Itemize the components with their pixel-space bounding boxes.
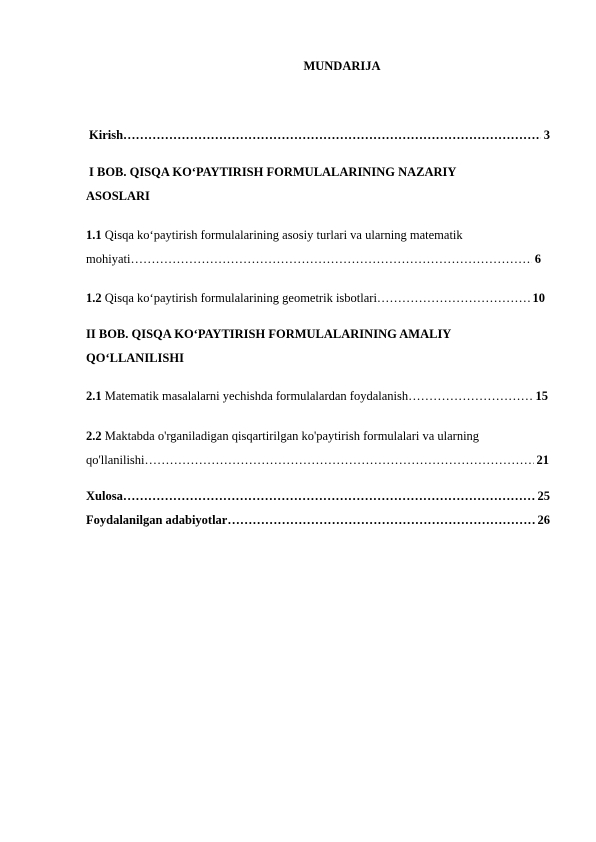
section-number: 1.1 (86, 228, 102, 242)
section-number: 2.1 (86, 389, 102, 403)
dot-leader (123, 484, 535, 508)
toc-page-number: 25 (537, 489, 550, 503)
dot-leader (130, 247, 531, 271)
toc-entry-intro (86, 123, 550, 147)
toc-chapter-1 (86, 160, 550, 208)
dot-leader (227, 508, 534, 532)
section-title-line2: mohiyati (86, 252, 131, 266)
toc-entry-references (86, 508, 550, 532)
toc-entry-1-1 (86, 223, 541, 271)
dot-leader (377, 286, 530, 310)
section-title-line2: qo'llanilishi (86, 453, 145, 467)
toc-entry-conclusion (86, 484, 550, 508)
chapter-title-line2: ASOSLARI (86, 189, 150, 203)
chapter-title-line2: QO‘LLANILISHI (86, 351, 184, 365)
toc-entry-2-2 (86, 424, 549, 472)
section-title-line1: Qisqa ko‘paytirish formulalarining asosiy turlari va ularning matematik (104, 228, 463, 242)
chapter-title-line1: I BOB. QISQA KO‘PAYTIRISH FORMULALARINING NAZARIY (89, 165, 457, 179)
toc-page-number: 10 (532, 291, 545, 305)
toc-entry-label: Kirish (89, 128, 124, 142)
section-number: 1.2 (86, 291, 102, 305)
toc-title: MUNDARIJA (303, 59, 381, 73)
chapter-title-line1: II BOB. QISQA KO‘PAYTIRISH FORMULALARINING AMALIY (86, 327, 452, 341)
toc-entry-label: Foydalanilgan adabiyotlar (86, 513, 228, 527)
toc-page-number: 6 (534, 252, 541, 266)
dot-leader (145, 448, 534, 472)
section-number: 2.2 (86, 429, 102, 443)
toc-page-number: 26 (537, 513, 550, 527)
toc-page-number: 21 (536, 453, 549, 467)
section-title: Matematik masalalarni yechishda formulalardan foydalanish (104, 389, 409, 403)
dot-leader (408, 384, 532, 408)
toc-page-number: 15 (535, 389, 548, 403)
toc-page-number: 3 (543, 128, 550, 142)
section-title: Qisqa ko‘paytirish formulalarining geometrik isbotlari (104, 291, 377, 305)
toc-chapter-2 (86, 322, 550, 370)
dot-leader (123, 123, 541, 147)
toc-entry-1-2 (86, 286, 545, 310)
toc-entry-2-1 (86, 384, 548, 408)
toc-entry-label: Xulosa (86, 489, 123, 503)
section-title-line1: Maktabda o'rganiladigan qisqartirilgan ko'paytirish formulalari va ularning (104, 429, 480, 443)
